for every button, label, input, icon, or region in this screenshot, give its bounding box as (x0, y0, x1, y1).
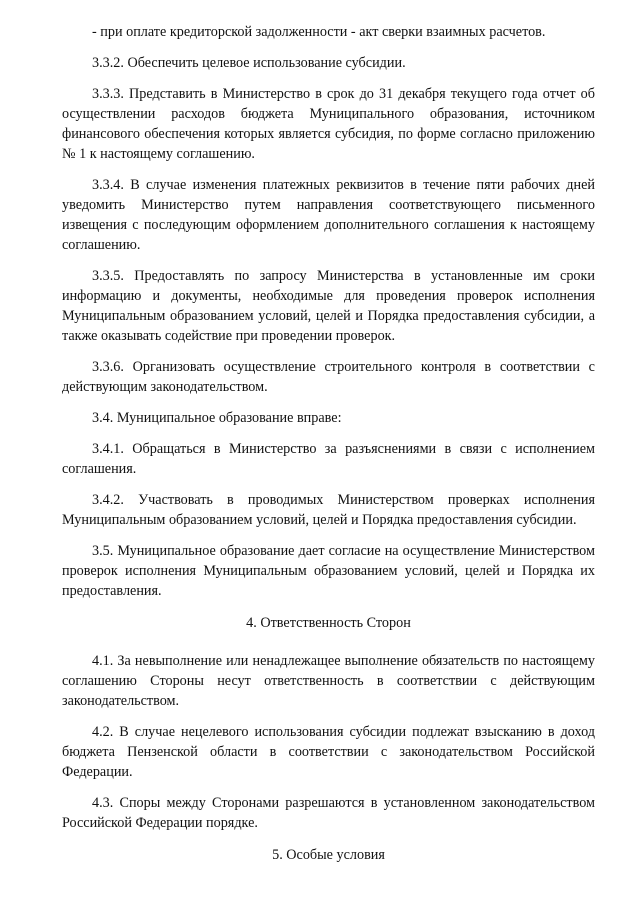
paragraph-3-3-2: 3.3.2. Обеспечить целевое использование субсидии. (92, 55, 406, 71)
paragraph-payment-act: - при оплате кредиторской задолженности - акт сверки взаимных расчетов. (92, 24, 546, 40)
section-4-heading: 4. Ответственность Сторон (246, 615, 411, 631)
paragraph-3-4: 3.4. Муниципальное образование вправе: (92, 410, 342, 426)
paragraph-4-2: 4.2. В случае нецелевого использования субсидии подлежат взысканию в доход бюджета Пензенской области в соответствии с законодательством Российской Федерации. (62, 724, 595, 780)
paragraph-4-1: 4.1. За невыполнение или ненадлежащее выполнение обязательств по настоящему соглашению Стороны несут ответственность в соответствии с действующим законодательством. (62, 653, 595, 709)
paragraph-4-3: 4.3. Споры между Сторонами разрешаются в установленном законодательством Российской Федерации порядке. (62, 795, 595, 831)
paragraph-3-4-2: 3.4.2. Участвовать в проводимых Министерством проверках исполнения Муниципальным образованием условий, целей и Порядка предоставления субсидии. (62, 492, 595, 528)
paragraph-3-3-6: 3.3.6. Организовать осуществление строительного контроля в соответствии с действующим законодательством. (62, 359, 595, 395)
paragraph-3-3-4: 3.3.4. В случае изменения платежных реквизитов в течение пяти рабочих дней уведомить Министерство путем направления соответствующего письменного извещения с последующим оформлением дополнительного соглашения к настоящему соглашению. (62, 177, 595, 253)
paragraph-3-3-3: 3.3.3. Представить в Министерство в срок до 31 декабря текущего года отчет об осуществлении расходов бюджета Муниципального образования, источником финансового обеспечения которых является субсидия, по форме согласно приложению № 1 к настоящему соглашению. (62, 86, 595, 162)
section-5-heading: 5. Особые условия (272, 847, 385, 863)
paragraph-3-4-1: 3.4.1. Обращаться в Министерство за разъяснениями в связи с исполнением соглашения. (62, 441, 595, 477)
document-page (62, 22, 595, 883)
paragraph-3-5: 3.5. Муниципальное образование дает согласие на осуществление Министерством проверок исполнения Муниципальным образованием условий, целей и Порядка их предоставления. (62, 543, 595, 599)
paragraph-3-3-5: 3.3.5. Предоставлять по запросу Министерства в установленные им сроки информацию и документы, необходимые для проведения проверок исполнения Муниципальным образованием условий, целей и Порядка предоставления субсидии, а также оказывать содействие при проведении проверок. (62, 268, 595, 344)
